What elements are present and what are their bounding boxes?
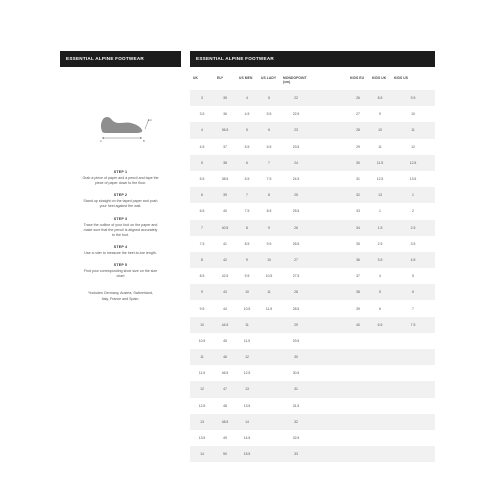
table-cell: 37 bbox=[347, 268, 369, 284]
table-cell bbox=[391, 349, 435, 365]
table-cell: 33 bbox=[347, 203, 369, 219]
table-cell: 5 bbox=[258, 90, 280, 106]
table-cell bbox=[369, 414, 391, 430]
table-cell: 39 bbox=[214, 187, 236, 203]
table-cell: 48 bbox=[214, 398, 236, 414]
table-cell: 1 bbox=[369, 203, 391, 219]
table-row bbox=[190, 122, 435, 138]
table-cell: 28 bbox=[280, 284, 312, 300]
table-cell: 5 bbox=[236, 122, 258, 138]
table-row bbox=[190, 139, 435, 155]
table-cell bbox=[312, 252, 347, 268]
table-cell: 50 bbox=[214, 446, 236, 462]
column-header: EU* bbox=[217, 76, 224, 80]
step-3: STEP 3 Trace the outline of your foot on the paper and make sure that the pencil is aligned accurately to the foot. bbox=[83, 216, 158, 237]
table-cell: 29 bbox=[347, 139, 369, 155]
table-cell: 7.5 bbox=[190, 236, 214, 252]
table-cell: 23 bbox=[280, 122, 312, 138]
table-cell bbox=[312, 349, 347, 365]
table-cell: 25.5 bbox=[280, 203, 312, 219]
table-cell: 24 bbox=[280, 155, 312, 171]
table-cell: 24.5 bbox=[280, 171, 312, 187]
table-cell: 9 bbox=[369, 106, 391, 122]
table-cell: 26 bbox=[347, 90, 369, 106]
table-cell: 13.5 bbox=[391, 171, 435, 187]
table-cell: 11 bbox=[258, 284, 280, 300]
table-cell: 6 bbox=[190, 187, 214, 203]
table-cell: 7.5 bbox=[258, 171, 280, 187]
table-cell: 31.5 bbox=[280, 398, 312, 414]
column-header: US LADY bbox=[261, 76, 277, 80]
table-cell bbox=[312, 317, 347, 333]
table-cell: 26 bbox=[280, 220, 312, 236]
table-cell: 49 bbox=[214, 430, 236, 446]
table-cell: 8.5 bbox=[258, 203, 280, 219]
table-cell: 29 bbox=[280, 317, 312, 333]
table-cell bbox=[391, 430, 435, 446]
table-row bbox=[190, 155, 435, 171]
table-cell bbox=[369, 333, 391, 349]
table-cell: 36.5 bbox=[214, 122, 236, 138]
table-cell: 46 bbox=[214, 349, 236, 365]
table-cell: 12.5 bbox=[369, 171, 391, 187]
table-cell: 8.5 bbox=[369, 90, 391, 106]
table-row bbox=[190, 284, 435, 300]
table-cell: 4.5 bbox=[190, 139, 214, 155]
table-cell: 11 bbox=[391, 122, 435, 138]
table-cell bbox=[312, 446, 347, 462]
table-cell: 43 bbox=[214, 284, 236, 300]
table-cell: 13 bbox=[236, 381, 258, 397]
table-cell: 4.5 bbox=[236, 106, 258, 122]
table-cell: 4.5 bbox=[391, 252, 435, 268]
table-cell: 47 bbox=[214, 381, 236, 397]
table-cell bbox=[391, 365, 435, 381]
svg-text:C: C bbox=[150, 119, 152, 122]
table-cell: 30.5 bbox=[280, 365, 312, 381]
table-cell: 32 bbox=[280, 414, 312, 430]
table-cell: 6 bbox=[369, 300, 391, 316]
table-cell: 10 bbox=[258, 252, 280, 268]
table-cell: 35 bbox=[214, 90, 236, 106]
table-cell: 6 bbox=[258, 122, 280, 138]
table-cell: 3 bbox=[190, 90, 214, 106]
table-cell: 28 bbox=[347, 122, 369, 138]
table-cell: 7 bbox=[190, 220, 214, 236]
table-cell bbox=[312, 268, 347, 284]
table-cell: 31 bbox=[347, 171, 369, 187]
table-cell bbox=[347, 349, 369, 365]
size-chart-title: ESSENTIAL ALPINE FOOTWEAR bbox=[190, 51, 435, 67]
table-cell: 6.5 bbox=[190, 203, 214, 219]
table-cell: 28.5 bbox=[280, 300, 312, 316]
table-cell bbox=[312, 155, 347, 171]
table-cell: 11 bbox=[369, 139, 391, 155]
table-cell bbox=[312, 203, 347, 219]
table-row bbox=[190, 236, 435, 252]
svg-text:A: A bbox=[100, 140, 102, 143]
table-cell bbox=[369, 446, 391, 462]
table-cell: 9 bbox=[236, 252, 258, 268]
table-row bbox=[190, 300, 435, 316]
table-cell bbox=[347, 430, 369, 446]
table-cell bbox=[258, 333, 280, 349]
table-cell: 12.5 bbox=[236, 365, 258, 381]
table-cell: 5.5 bbox=[258, 106, 280, 122]
step-2: STEP 2 Stand up straight on the taped paper and push your heel against the wall. bbox=[83, 193, 158, 209]
table-cell: 5 bbox=[391, 268, 435, 284]
table-cell: 12 bbox=[190, 381, 214, 397]
table-cell bbox=[391, 398, 435, 414]
table-cell: 10 bbox=[190, 317, 214, 333]
table-cell: 7.5 bbox=[236, 203, 258, 219]
table-cell bbox=[347, 333, 369, 349]
table-cell: 9 bbox=[258, 220, 280, 236]
table-cell bbox=[347, 414, 369, 430]
table-cell: 40.5 bbox=[214, 220, 236, 236]
table-cell: 1 bbox=[391, 187, 435, 203]
table-cell bbox=[312, 365, 347, 381]
table-row bbox=[190, 317, 435, 333]
table-cell: 4 bbox=[369, 268, 391, 284]
table-cell: 42 bbox=[214, 252, 236, 268]
instructions-panel bbox=[60, 51, 181, 302]
table-cell: 3.5 bbox=[391, 236, 435, 252]
table-cell bbox=[347, 398, 369, 414]
table-cell: 14 bbox=[190, 446, 214, 462]
table-row bbox=[190, 414, 435, 430]
table-cell: 44 bbox=[214, 300, 236, 316]
table-cell: 29.5 bbox=[280, 333, 312, 349]
table-cell bbox=[312, 139, 347, 155]
table-cell: 40 bbox=[347, 317, 369, 333]
table-cell: 32.5 bbox=[280, 430, 312, 446]
table-cell: 10.5 bbox=[236, 300, 258, 316]
table-cell: 9.5 bbox=[236, 268, 258, 284]
table-cell: 13 bbox=[369, 187, 391, 203]
table-cell: 10.5 bbox=[258, 268, 280, 284]
column-header: KIDS US bbox=[394, 76, 409, 80]
table-cell: 6.5 bbox=[258, 139, 280, 155]
table-row bbox=[190, 187, 435, 203]
table-cell bbox=[391, 333, 435, 349]
table-cell: 14 bbox=[236, 414, 258, 430]
table-cell: 27.5 bbox=[280, 268, 312, 284]
table-cell: 11.5 bbox=[190, 365, 214, 381]
table-row bbox=[190, 446, 435, 462]
table-cell bbox=[312, 220, 347, 236]
table-cell bbox=[312, 300, 347, 316]
table-cell: 13.5 bbox=[190, 430, 214, 446]
column-header: UK bbox=[193, 76, 198, 80]
table-cell: 9.5 bbox=[391, 90, 435, 106]
table-cell bbox=[347, 365, 369, 381]
table-cell: 5.5 bbox=[236, 139, 258, 155]
table-cell: 30 bbox=[280, 349, 312, 365]
table-cell: 12.5 bbox=[190, 398, 214, 414]
table-cell bbox=[312, 284, 347, 300]
table-row bbox=[190, 365, 435, 381]
table-cell bbox=[312, 414, 347, 430]
table-cell: 7 bbox=[236, 187, 258, 203]
table-cell: 22 bbox=[280, 90, 312, 106]
column-header: MONDOPOINT (cm) bbox=[283, 76, 307, 84]
table-cell bbox=[258, 381, 280, 397]
table-cell bbox=[347, 381, 369, 397]
table-cell: 34 bbox=[347, 220, 369, 236]
table-cell: 8.5 bbox=[190, 268, 214, 284]
table-cell: 1.5 bbox=[369, 220, 391, 236]
table-cell bbox=[369, 349, 391, 365]
table-cell: 45 bbox=[214, 333, 236, 349]
instructions-title: ESSENTIAL ALPINE FOOTWEAR bbox=[60, 51, 181, 67]
size-chart-panel bbox=[190, 51, 435, 462]
table-row bbox=[190, 203, 435, 219]
table-row bbox=[190, 381, 435, 397]
table-cell bbox=[258, 349, 280, 365]
table-cell: 3.5 bbox=[369, 252, 391, 268]
table-cell: 15.5 bbox=[236, 446, 258, 462]
table-cell bbox=[258, 414, 280, 430]
table-cell bbox=[369, 398, 391, 414]
step-1: STEP 1 Grab a piece of paper and a pencil and tape the piece of paper down to the floor. bbox=[82, 170, 159, 186]
table-cell: 38 bbox=[347, 284, 369, 300]
table-cell bbox=[391, 381, 435, 397]
table-cell: 2.5 bbox=[391, 220, 435, 236]
table-cell: 38 bbox=[214, 155, 236, 171]
table-cell bbox=[312, 106, 347, 122]
table-cell: 31 bbox=[280, 381, 312, 397]
table-cell: 4 bbox=[190, 122, 214, 138]
table-body bbox=[190, 90, 435, 462]
table-cell: 9 bbox=[190, 284, 214, 300]
column-header: KIDS UK bbox=[372, 76, 387, 80]
table-cell: 6.5 bbox=[236, 171, 258, 187]
table-cell: 35 bbox=[347, 236, 369, 252]
table-row bbox=[190, 398, 435, 414]
table-cell: 12 bbox=[391, 139, 435, 155]
table-cell bbox=[312, 90, 347, 106]
table-cell: 22.5 bbox=[280, 106, 312, 122]
table-cell bbox=[258, 430, 280, 446]
table-cell: 8 bbox=[236, 220, 258, 236]
table-cell: 11 bbox=[190, 349, 214, 365]
table-cell bbox=[347, 446, 369, 462]
foot-diagram-icon bbox=[60, 109, 181, 149]
table-cell: 40 bbox=[214, 203, 236, 219]
table-cell: 9.5 bbox=[190, 300, 214, 316]
table-cell: 11.5 bbox=[236, 333, 258, 349]
size-chart-table bbox=[190, 67, 435, 462]
table-cell: 36 bbox=[347, 252, 369, 268]
table-cell: 38.5 bbox=[214, 171, 236, 187]
table-cell: 8.5 bbox=[236, 236, 258, 252]
table-cell: 10 bbox=[369, 122, 391, 138]
table-cell: 4 bbox=[236, 90, 258, 106]
table-cell: 11.5 bbox=[369, 155, 391, 171]
table-row bbox=[190, 268, 435, 284]
table-cell: 39 bbox=[347, 300, 369, 316]
table-cell bbox=[369, 430, 391, 446]
table-cell: 32 bbox=[347, 187, 369, 203]
steps-list bbox=[60, 170, 181, 279]
table-cell: 11.5 bbox=[258, 300, 280, 316]
table-cell: 25 bbox=[280, 187, 312, 203]
table-cell: 2.5 bbox=[369, 236, 391, 252]
table-cell: 44.5 bbox=[214, 317, 236, 333]
table-cell bbox=[312, 187, 347, 203]
table-row bbox=[190, 171, 435, 187]
table-cell: 5 bbox=[190, 155, 214, 171]
step-5: STEP 5 Find your corresponding shoe size on the size chart bbox=[83, 263, 158, 279]
footnote: *Includes Germany, Austria, Switzerland, Italy, France and Spain. bbox=[88, 291, 153, 301]
table-cell: 10 bbox=[391, 106, 435, 122]
table-cell: 8 bbox=[190, 252, 214, 268]
table-row bbox=[190, 90, 435, 106]
table-cell: 37 bbox=[214, 139, 236, 155]
table-cell: 7 bbox=[391, 300, 435, 316]
table-cell bbox=[258, 398, 280, 414]
table-cell: 10 bbox=[236, 284, 258, 300]
table-cell bbox=[391, 446, 435, 462]
table-cell: 48.5 bbox=[214, 414, 236, 430]
table-cell: 7.5 bbox=[391, 317, 435, 333]
table-cell bbox=[369, 381, 391, 397]
table-cell: 13 bbox=[190, 414, 214, 430]
table-cell bbox=[312, 236, 347, 252]
table-cell: 8 bbox=[258, 187, 280, 203]
table-row bbox=[190, 252, 435, 268]
table-row bbox=[190, 220, 435, 236]
table-cell: 30 bbox=[347, 155, 369, 171]
table-cell: 13.5 bbox=[236, 398, 258, 414]
table-row bbox=[190, 333, 435, 349]
table-cell: 46.5 bbox=[214, 365, 236, 381]
table-cell: 27 bbox=[280, 252, 312, 268]
table-cell: 27 bbox=[347, 106, 369, 122]
table-cell: 6 bbox=[236, 155, 258, 171]
table-cell bbox=[312, 398, 347, 414]
table-cell: 33 bbox=[280, 446, 312, 462]
column-header: US MEN bbox=[239, 76, 253, 80]
table-cell: 9.5 bbox=[258, 236, 280, 252]
table-cell: 5.5 bbox=[190, 171, 214, 187]
table-cell bbox=[312, 430, 347, 446]
column-header bbox=[312, 67, 347, 90]
table-cell: 5 bbox=[369, 284, 391, 300]
table-cell: 6 bbox=[391, 284, 435, 300]
table-cell: 7 bbox=[258, 155, 280, 171]
table-cell: 11 bbox=[236, 317, 258, 333]
table-cell bbox=[258, 317, 280, 333]
table-cell: 36 bbox=[214, 106, 236, 122]
table-cell: 23.5 bbox=[280, 139, 312, 155]
table-cell bbox=[312, 333, 347, 349]
table-cell: 12.5 bbox=[391, 155, 435, 171]
table-cell: 42.5 bbox=[214, 268, 236, 284]
table-cell bbox=[369, 365, 391, 381]
table-row bbox=[190, 349, 435, 365]
table-cell: 26.5 bbox=[280, 236, 312, 252]
table-cell: 14.5 bbox=[236, 430, 258, 446]
table-cell bbox=[391, 414, 435, 430]
table-cell bbox=[312, 381, 347, 397]
table-cell bbox=[312, 122, 347, 138]
step-4: STEP 4 Use a ruler to measure the heel-to-toe length. bbox=[84, 244, 157, 256]
table-cell: 2 bbox=[391, 203, 435, 219]
table-cell: 3.5 bbox=[190, 106, 214, 122]
table-cell bbox=[258, 365, 280, 381]
svg-text:B: B bbox=[143, 140, 145, 143]
table-row bbox=[190, 430, 435, 446]
table-row bbox=[190, 106, 435, 122]
table-cell: 41 bbox=[214, 236, 236, 252]
table-header-row bbox=[190, 67, 435, 90]
table-cell bbox=[312, 171, 347, 187]
table-cell: 6.5 bbox=[369, 317, 391, 333]
table-cell: 10.5 bbox=[190, 333, 214, 349]
table-cell bbox=[258, 446, 280, 462]
column-header: KIDS EU bbox=[350, 76, 365, 80]
table-cell: 12 bbox=[236, 349, 258, 365]
